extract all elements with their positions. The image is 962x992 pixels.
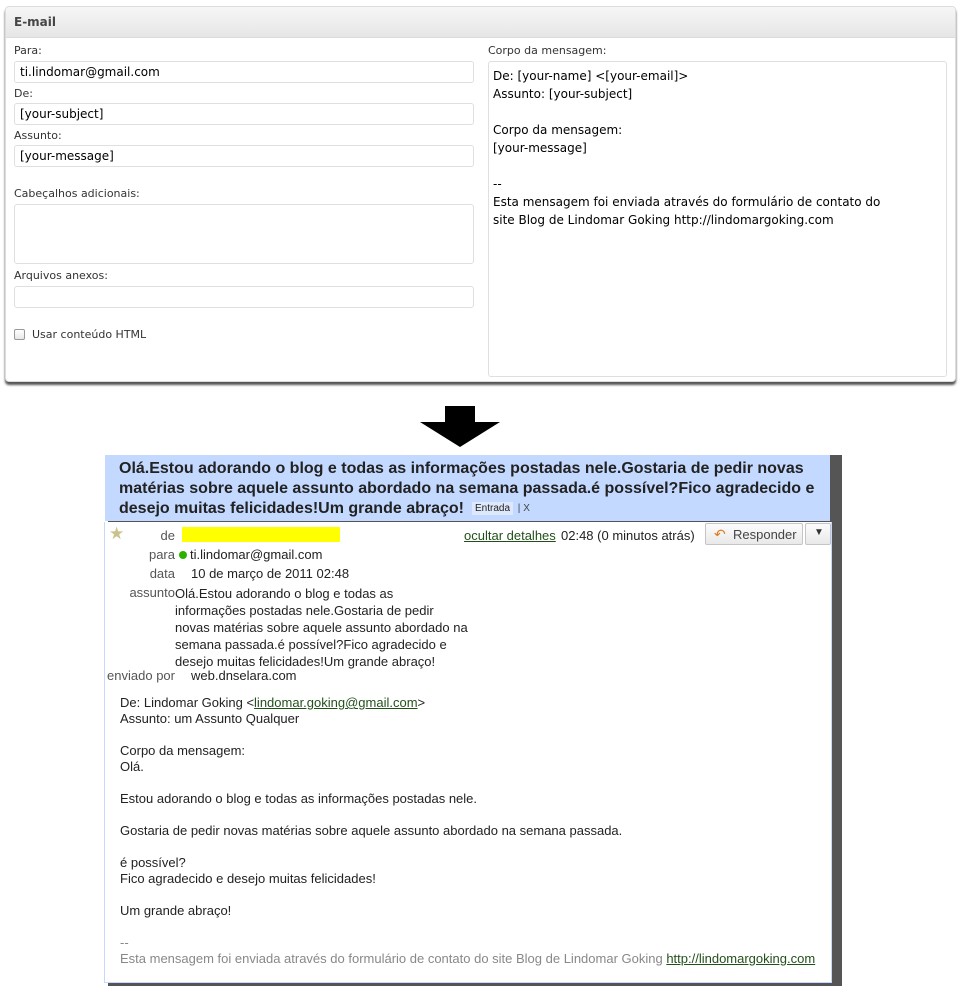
- chevron-down-icon: ▼: [814, 527, 824, 538]
- body-from-suffix: >: [417, 695, 426, 710]
- to-label: Para:: [14, 44, 42, 57]
- message-subject-bar: [105, 455, 830, 521]
- body-line-3: é possível?: [120, 855, 186, 870]
- signature-line: [120, 951, 815, 966]
- subject-label: Assunto:: [14, 129, 62, 142]
- sender-redacted: [182, 527, 340, 542]
- reply-controls: [705, 523, 831, 545]
- remove-label-button[interactable]: | X: [515, 503, 530, 514]
- signature-text: Esta mensagem foi enviada através do formulário de contato do site Blog de Lindomar Goking: [120, 951, 667, 966]
- use-html-checkbox-label: Usar conteúdo HTML: [32, 328, 147, 341]
- message-body-label: Corpo da mensagem:: [488, 44, 607, 57]
- additional-headers-textarea[interactable]: [14, 204, 474, 264]
- remove-label-x: X: [523, 503, 530, 514]
- signature-dash: --: [120, 935, 129, 950]
- body-line-5: Um grande abraço!: [120, 903, 232, 918]
- to-field-value: ti.lindomar@gmail.com: [190, 547, 323, 562]
- use-html-checkbox[interactable]: [14, 329, 25, 340]
- date-field-label: data: [149, 566, 175, 581]
- attachments-input[interactable]: [14, 286, 474, 308]
- message-time: 02:48 (0 minutos atrás): [561, 528, 695, 543]
- body-from-line: [120, 695, 425, 710]
- signature-link[interactable]: http://lindomargoking.com: [666, 951, 816, 966]
- reply-arrow-icon: ↶: [714, 526, 726, 542]
- message-subject-text: Olá.Estou adorando o blog e todas as informações postadas nele.Gostaria de pedir novas matérias sobre aquele assunto abordado na semana passada.é possível?Fico agradecido e desejo muitas felicidades!Um grande abraço!: [119, 460, 815, 517]
- body-line-1: Estou adorando o blog e todas as informações postadas nele.: [120, 791, 478, 806]
- inbox-label-chip[interactable]: Entrada: [472, 502, 513, 515]
- body-heading: Corpo da mensagem:: [120, 743, 246, 758]
- mailed-by-value: web.dnselara.com: [191, 668, 297, 683]
- date-field-value: 10 de março de 2011 02:48: [191, 566, 350, 581]
- mailed-by-label: enviado por: [107, 668, 175, 683]
- body-line-4: Fico agradecido e desejo muitas felicidades!: [120, 871, 376, 886]
- reply-button-label: Responder: [733, 527, 797, 542]
- message-subject: [119, 459, 819, 519]
- panel-title: E-mail: [14, 15, 57, 29]
- to-input[interactable]: ti.lindomar@gmail.com: [14, 61, 474, 83]
- subject-field-label: assunto: [129, 585, 175, 600]
- down-arrow-icon: [418, 406, 502, 448]
- message-body-textarea[interactable]: De: [your-name] <[your-email]> Assunto: [your-subject] Corpo da mensagem: [your-message] -- Esta mensagem foi enviada através do formulário de contato do site Blog de Lindomar Goking http://lindomargoking.com: [488, 61, 947, 377]
- to-field-label: para: [148, 547, 175, 562]
- body-greeting: Olá.: [120, 759, 144, 774]
- reply-button[interactable]: [705, 523, 803, 545]
- attachments-label: Arquivos anexos:: [14, 269, 108, 282]
- from-label: De:: [14, 87, 33, 100]
- email-settings-panel: [5, 6, 956, 382]
- panel-header: [6, 7, 955, 38]
- body-from-prefix: De: Lindomar Goking <: [120, 695, 255, 710]
- sender-email-link[interactable]: lindomar.goking@gmail.com: [254, 695, 418, 710]
- more-actions-button[interactable]: [805, 523, 831, 545]
- body-subject-line: Assunto: um Assunto Qualquer: [120, 711, 300, 726]
- online-status-icon: [179, 551, 187, 559]
- from-field-label: de: [160, 528, 175, 543]
- additional-headers-label: Cabeçalhos adicionais:: [14, 187, 140, 200]
- subject-input[interactable]: [your-message]: [14, 145, 474, 167]
- subject-field-value: Olá.Estou adorando o blog e todas as informações postadas nele.Gostaria de pedir novas matérias sobre aquele assunto abordado na semana passada.é possível?Fico agradecido e desejo muitas felicidades!Um grande abraço!: [175, 586, 468, 669]
- from-input[interactable]: [your-subject]: [14, 103, 474, 125]
- body-line-2: Gostaria de pedir novas matérias sobre aquele assunto abordado na semana passada.: [120, 823, 623, 838]
- hide-details-link[interactable]: ocultar detalhes: [464, 528, 556, 543]
- message-card: [104, 522, 832, 983]
- star-icon[interactable]: ★: [109, 524, 125, 543]
